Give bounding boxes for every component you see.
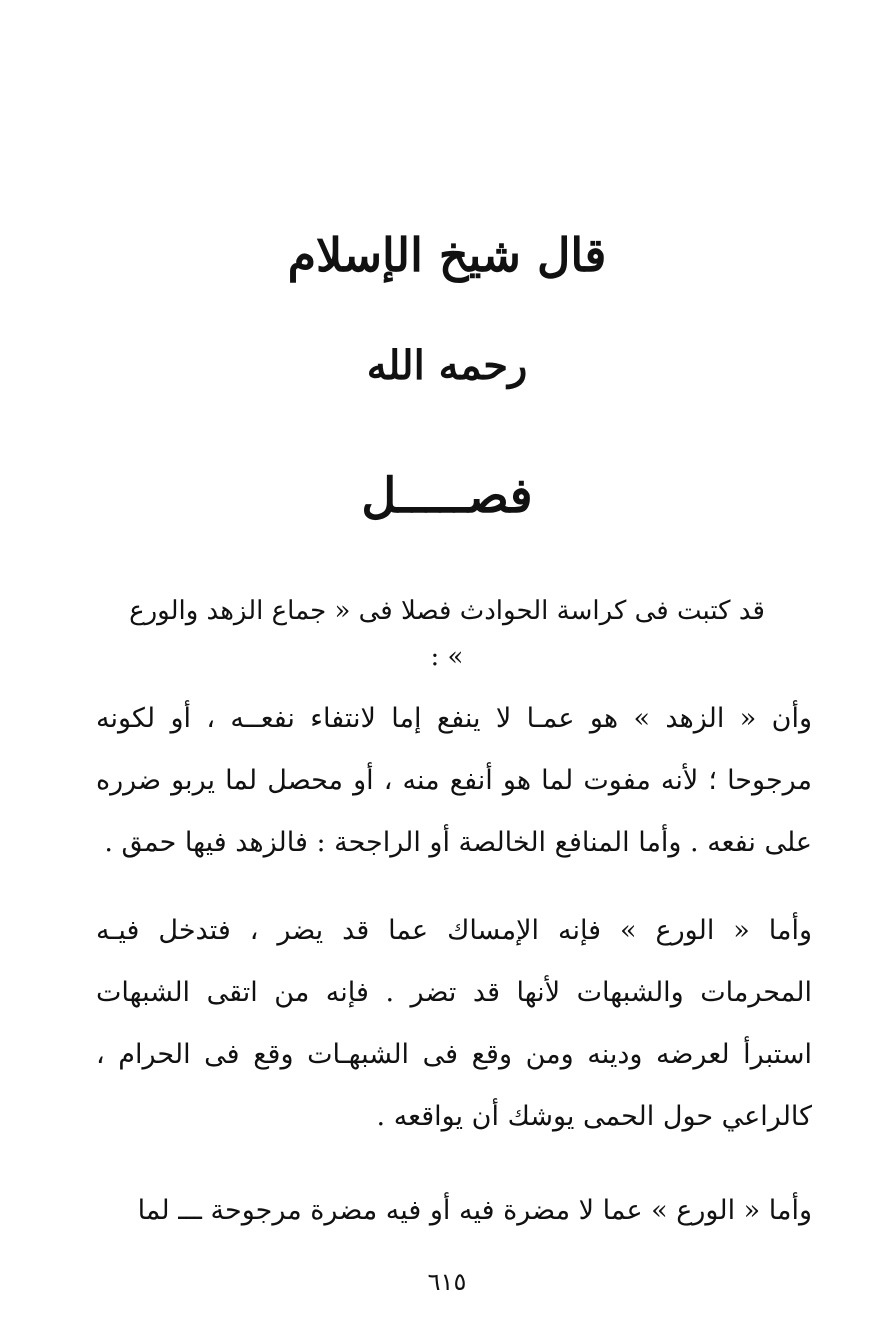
paragraph-wara: وأما « الورع » فإنه الإمساك عما قد يضر ، فتدخل فيـه المحرمات والشبهات لأنها قد تضر . فإنه من اتقى الشبهات استبرأ لعرضه ودينه ومن وقع فى الشبهـات وقع فى الحرام ، كالراعي حول الحمى يوشك أن يواقعه .	[96, 915, 812, 1132]
page-number: ٦١٥	[427, 1268, 467, 1296]
paragraph-wara-continued: وأما « الورع » عما لا مضرة فيه أو فيه مضرة مرجوحة ـــ لما	[137, 1195, 812, 1226]
paragraph-zuhd: وأن « الزهد » هو عمـا لا ينفع إما لانتفاء نفعــه ، أو لكونه مرجوحا ؛ لأنه مفوت لما هو أنفع منه ، أو محصل لما يربو ضرره على نفعه . وأما المنافع الخالصة أو الراجحة : فالزهد فيها حمق .	[96, 703, 812, 858]
page-title: قال شيخ الإسلام	[287, 228, 607, 282]
intro-paragraph: قد كتبت فى كراسة الحوادث فصلا فى « جماع الزهد والورع » :	[129, 596, 765, 672]
page-subtitle: رحمه الله	[366, 342, 528, 389]
section-heading: فصـــــل	[361, 468, 533, 524]
